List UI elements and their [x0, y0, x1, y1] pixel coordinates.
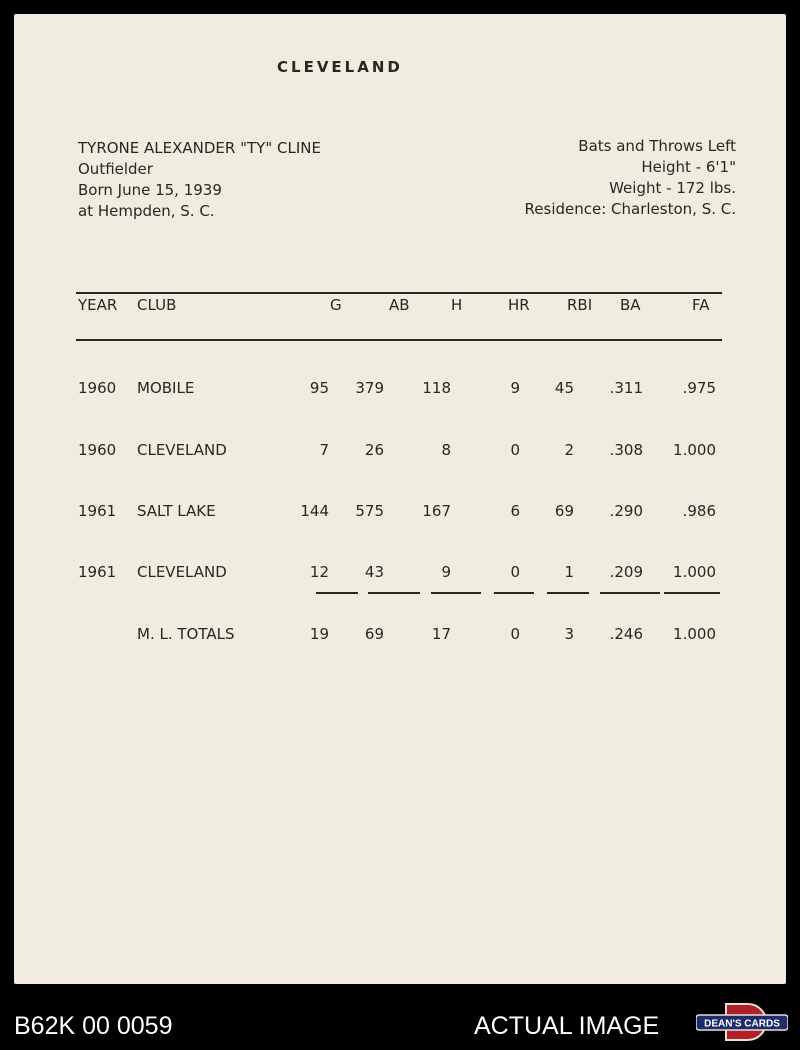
team-name: CLEVELAND	[277, 58, 403, 76]
cell-fa: .975	[682, 379, 716, 397]
header-ab: AB	[389, 296, 410, 314]
cell-club: CLEVELAND	[137, 563, 227, 581]
cell-rbi: 69	[554, 502, 574, 520]
header-club: CLUB	[137, 296, 177, 314]
header-year: YEAR	[78, 296, 118, 314]
player-position: Outfielder	[78, 160, 153, 178]
cell-hr: 9	[510, 379, 520, 397]
cell-ba: .311	[609, 379, 643, 397]
cell-rbi: 3	[564, 625, 574, 643]
cell-fa: 1.000	[673, 563, 716, 581]
header-h: H	[451, 296, 463, 314]
cell-ab: 43	[364, 563, 384, 581]
cell-ab: 575	[355, 502, 384, 520]
logo-text: DEAN'S CARDS	[704, 1018, 780, 1030]
residence: Residence: Charleston, S. C.	[524, 200, 736, 218]
player-born: Born June 15, 1939	[78, 181, 222, 199]
cell-ab: 379	[355, 379, 384, 397]
header-fa: FA	[692, 296, 710, 314]
cell-hr: 6	[510, 502, 520, 520]
header-g: G	[330, 296, 342, 314]
cell-hr: 0	[510, 625, 520, 643]
totals-underline	[431, 592, 481, 594]
cell-g: 95	[309, 379, 329, 397]
cell-year: 1960	[78, 379, 117, 397]
weight: Weight - 172 lbs.	[609, 179, 736, 197]
cell-ba: .246	[609, 625, 643, 643]
cell-club: CLEVELAND	[137, 441, 227, 459]
cell-h: 17	[431, 625, 451, 643]
cell-fa: 1.000	[673, 625, 716, 643]
cell-g: 144	[300, 502, 329, 520]
deans-cards-logo	[696, 1002, 788, 1044]
header-rbi: RBI	[567, 296, 593, 314]
totals-underline	[664, 592, 720, 594]
bats-throws: Bats and Throws Left	[578, 137, 736, 155]
header-hr: HR	[508, 296, 530, 314]
cell-h: 167	[422, 502, 451, 520]
cell-g: 7	[319, 441, 329, 459]
cell-hr: 0	[510, 441, 520, 459]
height: Height - 6'1"	[641, 158, 736, 176]
player-name: TYRONE ALEXANDER "TY" CLINE	[78, 139, 321, 157]
cell-h: 8	[441, 441, 451, 459]
totals-underline	[547, 592, 589, 594]
cell-g: 12	[309, 563, 329, 581]
cell-club: SALT LAKE	[137, 502, 216, 520]
player-physical	[525, 136, 736, 220]
cell-year: 1960	[78, 441, 117, 459]
cell-ba: .209	[609, 563, 643, 581]
cell-year: 1961	[78, 502, 117, 520]
cell-fa: .986	[682, 502, 716, 520]
actual-image-label: ACTUAL IMAGE	[474, 1012, 660, 1040]
cell-ab: 26	[364, 441, 384, 459]
cell-club: MOBILE	[137, 379, 195, 397]
cell-club: M. L. TOTALS	[137, 625, 235, 643]
cell-year: 1961	[78, 563, 117, 581]
cell-g: 19	[309, 625, 329, 643]
cell-rbi: 1	[564, 563, 574, 581]
totals-underline	[316, 592, 358, 594]
table-top-rule	[76, 292, 722, 294]
cell-ab: 69	[364, 625, 384, 643]
cell-fa: 1.000	[673, 441, 716, 459]
player-birthplace: at Hempden, S. C.	[78, 202, 215, 220]
table-header-rule	[76, 339, 722, 341]
cell-hr: 0	[510, 563, 520, 581]
cell-h: 118	[422, 379, 451, 397]
totals-underline	[494, 592, 534, 594]
cell-rbi: 45	[554, 379, 574, 397]
totals-underline	[368, 592, 420, 594]
cell-rbi: 2	[564, 441, 574, 459]
cell-ba: .290	[609, 502, 643, 520]
player-info	[78, 138, 321, 222]
item-code: B62K 00 0059	[14, 1012, 173, 1040]
cell-ba: .308	[609, 441, 643, 459]
totals-underline	[600, 592, 660, 594]
cell-h: 9	[441, 563, 451, 581]
header-ba: BA	[620, 296, 641, 314]
